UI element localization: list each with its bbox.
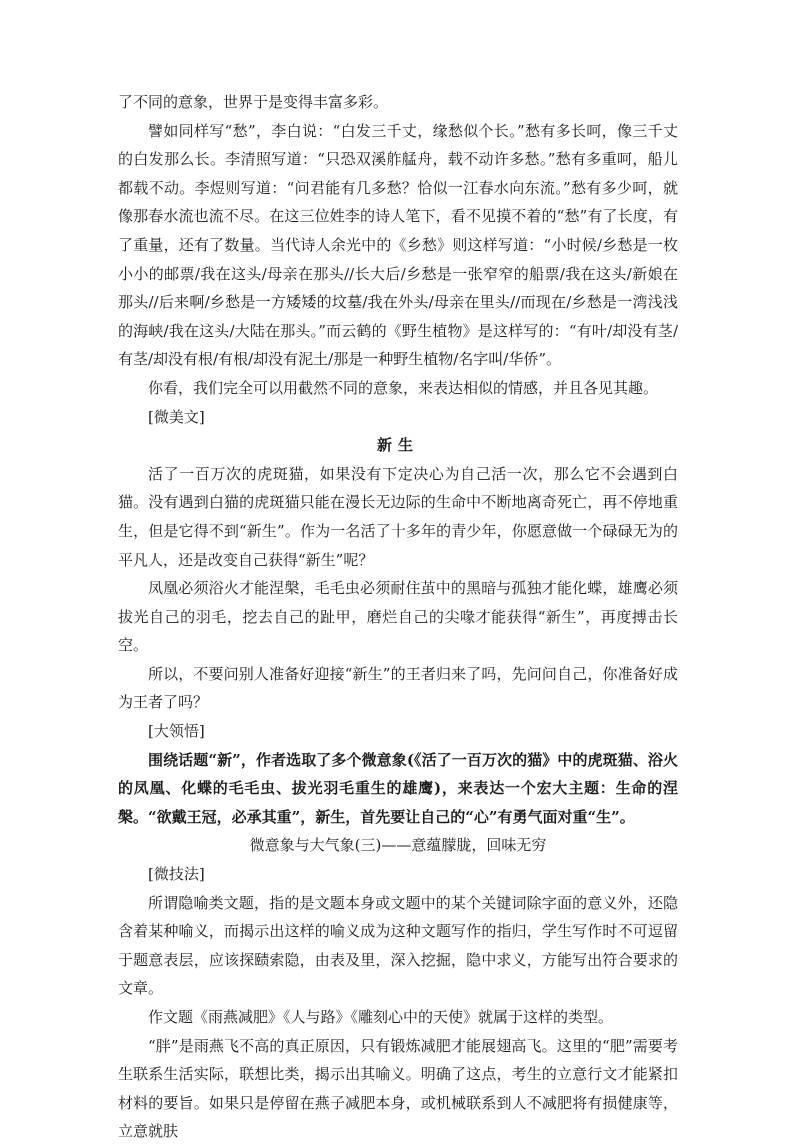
section-label-insight: [大领悟]	[148, 722, 205, 741]
insight-paragraph: 围绕话题“新”，作者选取了多个微意象(《活了一百万次的猫》中的虎斑猫、浴火的凤凰、化蝶的毛毛虫、拔光羽毛重生的雄鹰)，来表达一个宏大主题：生命的涅槃。“欲戴王冠，必承其重”，新生，首先要让自己的“心”有勇气面对重“生”。	[118, 750, 678, 826]
section-label-micro-essay: [微美文]	[148, 407, 205, 426]
document-body	[118, 88, 678, 1146]
paragraph-continuation: 了不同的意象，世界于是变得丰富多彩。	[118, 93, 389, 111]
technique-paragraph-3: “胖”是雨燕飞不高的真正原因，只有锻炼减肥才能展翅高飞。这里的“肥”需要考生联系生活实际，联想比类，揭示出其喻义。明确了这点，考生的立意行文才能紧扣材料的要旨。如果只是停留在燕子减肥本身，或机械联系到人不减肥将有损健康等，立意就肤	[118, 1036, 678, 1141]
section-label-technique: [微技法]	[148, 865, 205, 884]
technique-paragraph-2: 作文题《雨燕减肥》《人与路》《雕刻心中的天使》就属于这样的类型。	[148, 1008, 614, 1026]
paragraph-chou-examples: 譬如同样写“愁”，李白说：“白发三千丈，缘愁似个长。”愁有多长呵，像三千丈的白发那么长。李清照写道：“只恐双溪舴艋舟，载不动许多愁。”愁有多重呵，船儿都载不动。李煜则写道：“问君能有几多愁？恰似一江春水向东流。”愁有多少呵，就像那春水流也流不尽。在这三位姓李的诗人笔下，看不见摸不着的“愁”有了长度，有了重量，还有了数量。当代诗人余光中的《乡愁》则这样写道：“小时候/乡愁是一枚小小的邮票/我在这头/母亲在那头//长大后/乡愁是一张窄窄的船票/我在这头/新娘在那头//后来啊/乡愁是一方矮矮的坟墓/我在外头/母亲在里头//而现在/乡愁是一湾浅浅的海峡/我在这头/大陆在那头。”而云鹤的《野生植物》是这样写的：“有叶/却没有茎/有茎/却没有根/有根/却没有泥土/那是一种野生植物/名字叫/华侨”。	[118, 121, 678, 369]
essay-paragraph-2: 凤凰必须浴火才能涅槃，毛毛虫必须耐住茧中的黑暗与孤独才能化蝶，雄鹰必须拔光自己的羽毛，挖去自己的趾甲，磨烂自己的尖喙才能获得“新生”，再度搏击长空。	[118, 579, 678, 655]
essay-paragraph-3: 所以，不要问别人准备好迎接“新生”的王者归来了吗，先问问自己，你准备好成为王者了吗？	[118, 664, 678, 712]
paragraph-conclusion: 你看，我们完全可以用截然不同的意象，来表达相似的情感，并且各见其趣。	[148, 378, 659, 397]
technique-paragraph-1: 所谓隐喻类文题，指的是文题本身或文题中的某个关键词除字面的意义外，还隐含着某种喻义，而揭示出这样的喻义成为这种文题写作的指归，学生写作时不可逗留于题意表层，应该探赜索隐，由表及里，深入挖掘，隐中求义，方能写出符合要求的文章。	[118, 893, 678, 998]
section-heading: 微意象与大气象(三)——意蕴朦胧，回味无穷	[249, 836, 547, 855]
essay-title: 新生	[376, 436, 419, 455]
essay-paragraph-1: 活了一百万次的虎斑猫，如果没有下定决心为自己活一次，那么它不会遇到白猫。没有遇到白猫的虎斑猫只能在漫长无边际的生命中不断地离奇死亡，再不停地重生，但是它得不到“新生”。作为一名活了十多年的青少年，你愿意做一个碌碌无为的平凡人，还是改变自己获得“新生”呢？	[118, 464, 678, 569]
